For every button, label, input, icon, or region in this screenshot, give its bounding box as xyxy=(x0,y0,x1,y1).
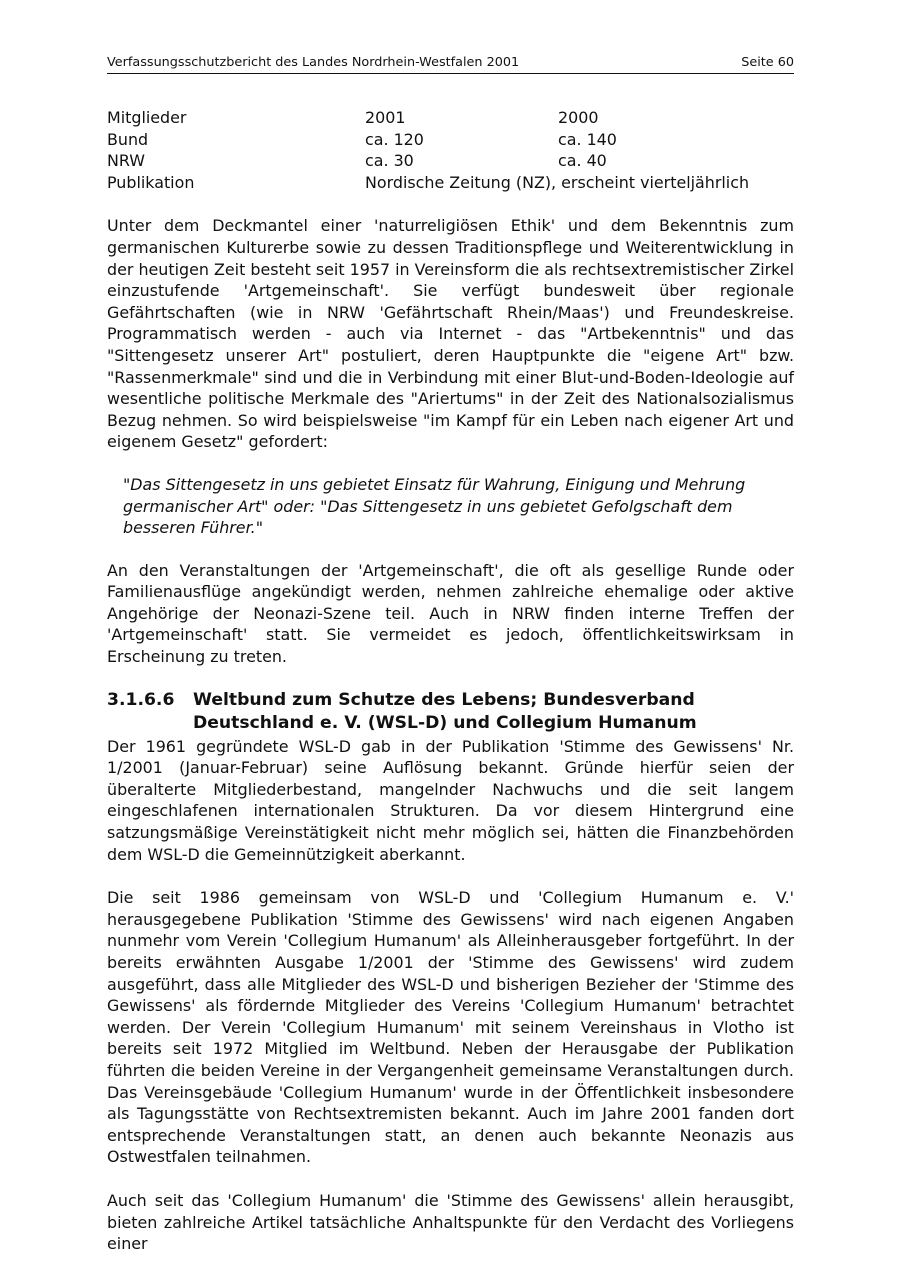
table-cell: ca. 40 xyxy=(558,151,607,171)
table-row xyxy=(107,129,794,151)
page-content xyxy=(107,107,794,1255)
section-heading xyxy=(107,689,794,735)
table-cell: Publikation xyxy=(107,172,195,192)
table-cell: ca. 140 xyxy=(558,129,617,149)
block-quote: "Das Sittengesetz in uns gebietet Einsatz für Wahrung, Einigung und Mehrung germanischer Art" oder: "Das Sittengesetz in uns gebietet Gefolgschaft dem besseren Führer." xyxy=(123,474,746,538)
paragraph: An den Veranstaltungen der 'Artgemeinschaft', die oft als gesellige Runde oder Familienausflüge angekündigt werden, nehmen zahlreiche ehemalige oder aktive Angehörige der Neonazi-Szene teil. Auch in NRW finden interne Treffen der 'Artgemeinschaft' statt. Sie vermeidet es jedoch, öffentlichkeitswirksam in Erscheinung zu treten. xyxy=(107,560,794,667)
table-cell: ca. 120 xyxy=(365,129,424,149)
paragraph: Der 1961 gegründete WSL-D gab in der Publikation 'Stimme des Gewissens' Nr. 1/2001 (Januar-Februar) seine Auflösung bekannt. Gründe hierfür seien der überalterte Mitgliederbestand, mangelnder Nachwuchs und die seit langem eingeschlafenen internationalen Strukturen. Da vor diesem Hintergrund eine satzungsmäßige Vereinstätigkeit nicht mehr möglich sei, hätten die Finanzbehörden dem WSL-D die Gemeinnützigkeit aberkannt. xyxy=(107,736,794,864)
page-number: Seite 60 xyxy=(741,55,794,70)
table-cell: Bund xyxy=(107,129,149,149)
page-header xyxy=(107,54,794,74)
table-cell: Mitglieder xyxy=(107,108,187,127)
paragraph: Die seit 1986 gemeinsam von WSL-D und 'Collegium Humanum e. V.' herausgegebene Publikation 'Stimme des Gewissens' wird nach eigenen Angaben nunmehr vom Verein 'Collegium Humanum' als Alleinherausgeber fortgeführt. In der bereits erwähnten Ausgabe 1/2001 der 'Stimme des Gewissens' wird zudem ausgeführt, dass alle Mitglieder des WSL-D und bisherigen Bezieher der 'Stimme des Gewissens' als fördernde Mitglieder des Vereins 'Collegium Humanum' betrachtet werden. Der Verein 'Collegium Humanum' mit seinem Vereinshaus in Vlotho ist bereits seit 1972 Mitglied im Weltbund. Neben der Herausgabe der Publikation führten die beiden Vereine in der Vergangenheit gemeinsame Veranstaltungen durch. Das Vereinsgebäude 'Collegium Humanum' wurde in der Öffentlichkeit insbesondere als Tagungsstätte von Rechtsextremisten bekannt. Auch im Jahre 2001 fanden dort entsprechende Veranstaltungen statt, an denen auch bekannte Neonazis aus Ostwestfalen teilnahmen. xyxy=(107,888,794,1167)
members-table xyxy=(107,107,794,193)
table-cell: Nordische Zeitung (NZ), erscheint vierteljährlich xyxy=(365,172,750,192)
header-title: Verfassungsschutzbericht des Landes Nordrhein-Westfalen 2001 xyxy=(107,55,520,70)
table-cell: 2000 xyxy=(558,108,599,127)
paragraph: Auch seit das 'Collegium Humanum' die 'Stimme des Gewissens' allein herausgibt, bieten zahlreiche Artikel tatsächliche Anhaltspunkte für den Verdacht des Vorliegens einer xyxy=(107,1190,794,1254)
table-row xyxy=(107,107,794,129)
section-number: 3.1.6.6 xyxy=(107,689,175,710)
paragraph: Unter dem Deckmantel einer 'naturreligiösen Ethik' und dem Bekenntnis zum germanischen Kulturerbe sowie zu dessen Traditionspflege und Weiterentwicklung in der heutigen Zeit besteht seit 1957 in Vereinsform die als rechtsextremistischer Zirkel einzustufende 'Artgemeinschaft'. Sie verfügt bundesweit über regionale Gefährtschaften (wie in NRW 'Gefährtschaft Rhein/Maas') und Freundeskreise. Programmatisch werden - auch via Internet - das "Artbekenntnis" und das "Sittengesetz unserer Art" postuliert, deren Hauptpunkte die "eigene Art" bzw. "Rassenmerkmale" sind und die in Verbindung mit einer Blut-und-Boden-Ideologie auf wesentliche politische Merkmale des "Ariertums" in der Zeit des Nationalsozialismus Bezug nehmen. So wird beispielsweise "im Kampf für ein Leben nach eigener Art und eigenem Gesetz" gefordert: xyxy=(107,216,794,452)
table-cell: NRW xyxy=(107,151,145,171)
section-title: Weltbund zum Schutze des Lebens; Bundesverband Deutschland e. V. (WSL-D) und Collegium Humanum xyxy=(193,689,697,733)
table-cell: 2001 xyxy=(365,108,406,127)
table-row xyxy=(107,172,794,194)
table-cell: ca. 30 xyxy=(365,151,414,171)
table-row xyxy=(107,150,794,172)
